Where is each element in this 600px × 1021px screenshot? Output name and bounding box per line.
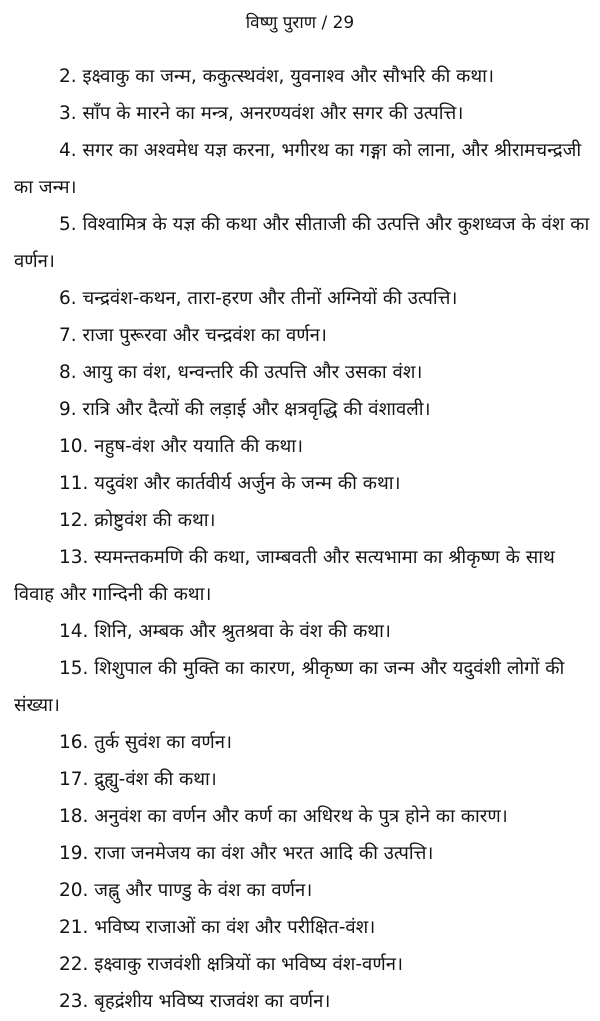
chapter-list bbox=[14, 58, 590, 1020]
running-header: विष्णु पुराण / 29 bbox=[245, 13, 355, 33]
chapter-entry: 22. इक्ष्वाकु राजवंशी क्षत्रियों का भविष्य वंश-वर्णन। bbox=[59, 954, 403, 975]
chapter-entry: 8. आयु का वंश, धन्वन्तरि की उत्पत्ति और उसका वंश। bbox=[59, 362, 423, 383]
chapter-entry: 5. विश्वामित्र के यज्ञ की कथा और सीताजी की उत्पत्ति और कुशध्वज के वंश का वर्णन। bbox=[14, 214, 590, 272]
chapter-entry: 14. शिनि, अम्बक और श्रुतश्रवा के वंश की कथा। bbox=[59, 621, 391, 642]
chapter-entry: 3. साँप के मारने का मन्त्र, अनरण्यवंश और सगर की उत्पत्ति। bbox=[59, 103, 464, 124]
chapter-entry: 13. स्यमन्तकमणि की कथा, जाम्बवती और सत्यभामा का श्रीकृष्ण के साथ विवाह और गान्दिनी की कथा। bbox=[14, 547, 555, 605]
chapter-entry: 11. यदुवंश और कार्तवीर्य अर्जुन के जन्म की कथा। bbox=[59, 473, 401, 494]
chapter-entry: 21. भविष्य राजाओं का वंश और परीक्षित-वंश। bbox=[59, 917, 376, 938]
chapter-entry: 7. राजा पुरूरवा और चन्द्रवंश का वर्णन। bbox=[59, 325, 327, 346]
chapter-entry: 9. रात्रि और दैत्यों की लड़ाई और क्षत्रवृद्धि की वंशावली। bbox=[59, 399, 431, 420]
chapter-entry: 6. चन्द्रवंश-कथन, तारा-हरण और तीनों अग्नियों की उत्पत्ति। bbox=[59, 288, 458, 309]
chapter-entry: 10. नहुष-वंश और ययाति की कथा। bbox=[59, 436, 304, 457]
chapter-entry: 17. द्रुह्यु-वंश की कथा। bbox=[59, 769, 217, 790]
chapter-entry: 19. राजा जनमेजय का वंश और भरत आदि की उत्पत्ति। bbox=[59, 843, 434, 864]
chapter-entry: 4. सगर का अश्वमेध यज्ञ करना, भगीरथ का गङ्गा को लाना, और श्रीरामचन्द्रजी का जन्म। bbox=[14, 140, 582, 198]
chapter-entry: 20. जह्नु और पाण्डु के वंश का वर्णन। bbox=[59, 880, 313, 901]
chapter-entry: 2. इक्ष्वाकु का जन्म, ककुत्स्थवंश, युवनाश्व और सौभरि की कथा। bbox=[59, 66, 494, 87]
chapter-entry: 15. शिशुपाल की मुक्ति का कारण, श्रीकृष्ण का जन्म और यदुवंशी लोगों की संख्या। bbox=[14, 658, 565, 716]
chapter-entry: 18. अनुवंश का वर्णन और कर्ण का अधिरथ के पुत्र होने का कारण। bbox=[59, 806, 508, 827]
chapter-entry: 16. तुर्क सुवंश का वर्णन। bbox=[59, 732, 233, 753]
chapter-entry: 23. बृहद्रंशीय भविष्य राजवंश का वर्णन। bbox=[59, 991, 331, 1012]
chapter-entry: 12. क्रोष्टुवंश की कथा। bbox=[59, 510, 216, 531]
